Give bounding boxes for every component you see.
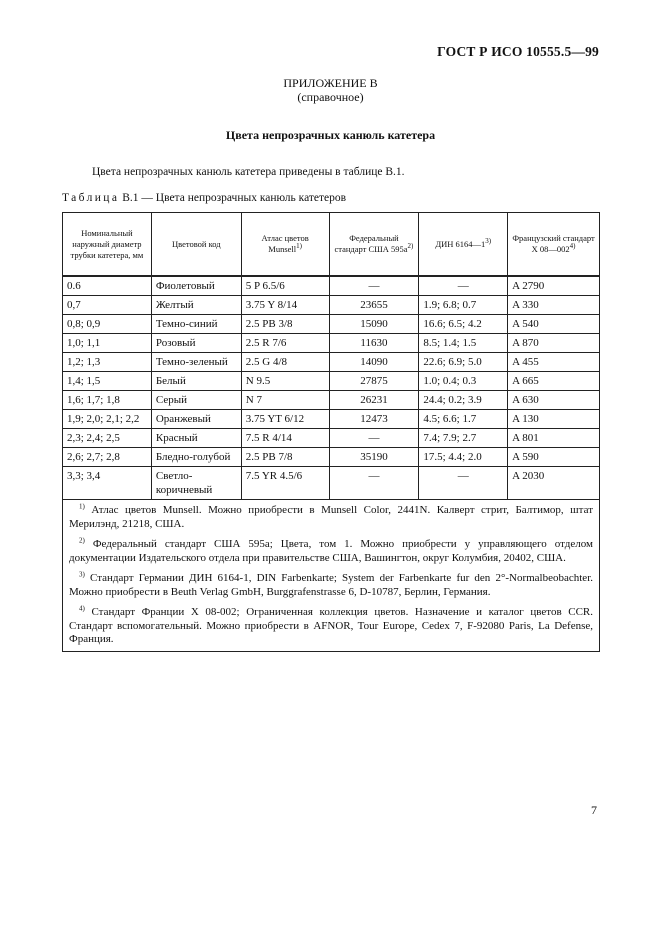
cell-atlas: 2.5 PB 7/8 (241, 448, 329, 467)
cell-atlas: 2.5 G 4/8 (241, 353, 329, 372)
table-row (63, 410, 600, 429)
cell-din: — (419, 467, 508, 500)
appendix-subtitle: (справочное) (297, 90, 364, 104)
cell-fr: A 455 (508, 353, 600, 372)
cell-color: Белый (151, 372, 241, 391)
cell-diameter: 1,9; 2,0; 2,1; 2,2 (63, 410, 152, 429)
cell-color: Темно-зеленый (151, 353, 241, 372)
section-title: Цвета непрозрачных канюль катетера (225, 128, 436, 142)
cell-atlas: 5 P 6.5/6 (241, 276, 329, 296)
cell-color: Фиолетовый (151, 276, 241, 296)
footnote-2: $^{2)}$ Федеральный стандарт США 595а; Цвета, том 1. Можно приобрести у управляющего отделом документации Издательского отдела при правительстве США, Вашингтон, округ Колумбия, 20402, США. (69, 536, 593, 564)
table-row (63, 353, 600, 372)
cell-color: Оранжевый (151, 410, 241, 429)
cell-diameter: 1,2; 1,3 (63, 353, 152, 372)
header-color-code: Цветовой код (151, 213, 241, 277)
table-row (63, 448, 600, 467)
cell-atlas: 7.5 YR 4.5/6 (241, 467, 329, 500)
header-fed-std: Федеральный стандарт США $595а^{2)}$ (329, 213, 419, 277)
appendix-title: ПРИЛОЖЕНИЕ В (283, 76, 378, 90)
cell-din: 1.0; 0.4; 0.3 (419, 372, 508, 391)
colors-table (62, 212, 600, 652)
cell-diameter: 1,4; 1,5 (63, 372, 152, 391)
cell-fed: 14090 (329, 353, 419, 372)
cell-diameter: 2,3; 2,4; 2,5 (63, 429, 152, 448)
cell-diameter: 0,7 (63, 296, 152, 315)
table-row (63, 315, 600, 334)
cell-fed: 23655 (329, 296, 419, 315)
table-row (63, 296, 600, 315)
cell-fr: A 801 (508, 429, 600, 448)
cell-color: Желтый (151, 296, 241, 315)
cell-din: 4.5; 6.6; 1.7 (419, 410, 508, 429)
cell-fed: 26231 (329, 391, 419, 410)
cell-din: 22.6; 6.9; 5.0 (419, 353, 508, 372)
table-row (63, 429, 600, 448)
standard-header: ГОСТ Р ИСО 10555.5—99 (437, 44, 599, 59)
page-number: 7 (591, 803, 597, 817)
cell-atlas: 2.5 R 7/6 (241, 334, 329, 353)
cell-fr: A 665 (508, 372, 600, 391)
cell-color: Светло-коричневый (151, 467, 241, 500)
cell-diameter: 2,6; 2,7; 2,8 (63, 448, 152, 467)
cell-fed: — (329, 467, 419, 500)
footnotes (63, 500, 600, 652)
cell-fr: A 130 (508, 410, 600, 429)
appendix-heading (0, 76, 661, 104)
cell-din: 17.5; 4.4; 2.0 (419, 448, 508, 467)
cell-fed: — (329, 429, 419, 448)
cell-color: Темно-синий (151, 315, 241, 334)
cell-diameter: 0.6 (63, 276, 152, 296)
cell-atlas: N 9.5 (241, 372, 329, 391)
cell-fr: A 630 (508, 391, 600, 410)
header-munsell: Атлас цветов Munsell$^{1)}$ (241, 213, 329, 277)
cell-din: 16.6; 6.5; 4.2 (419, 315, 508, 334)
footnote-4: $^{4)}$ Стандарт Франции X 08-002; Ограниченная коллекция цветов. Назначение и каталог цветов CCR. Стандарт вспомогательный. Можно приобрести в AFNOR, Tour Europe, Cedex 7, F-92080 Paris, La Defense, Франция. (69, 604, 594, 645)
cell-fr: A 330 (508, 296, 600, 315)
footnote-3: $^{3)}$ Стандарт Германии ДИН 6164-1, DIN Farbenkarte; System der Farbenkarte fur den 2°-Normalbeobachter. Можно приобрести в Beuth Verlag GmbH, Burggrafenstrasse 6, D-10787, Берлин, Германия. (69, 570, 593, 598)
table-row (63, 334, 600, 353)
table-header-row (63, 213, 600, 277)
cell-color: Серый (151, 391, 241, 410)
cell-fr: A 2790 (508, 276, 600, 296)
cell-atlas: 2.5 PB 3/8 (241, 315, 329, 334)
table-caption-text: В.1 — Цвета непрозрачных канюль катетеров (122, 192, 347, 204)
cell-fr: A 870 (508, 334, 600, 353)
cell-fr: A 2030 (508, 467, 600, 500)
cell-fed: 27875 (329, 372, 419, 391)
notes-row (63, 500, 600, 652)
cell-fed: — (329, 276, 419, 296)
intro-paragraph: Цвета непрозрачных канюль катетера приведены в таблице В.1. (92, 166, 405, 178)
cell-fed: 12473 (329, 410, 419, 429)
cell-fr: A 590 (508, 448, 600, 467)
cell-din: 7.4; 7.9; 2.7 (419, 429, 508, 448)
table-body (63, 276, 600, 500)
cell-diameter: 0,8; 0,9 (63, 315, 152, 334)
footnote-1: $^{1)}$ Атлас цветов Munsell. Можно приобрести в Munsell Color, 2441N. Калверт стрит, Балтимор, штат Мерилэнд, 21218, США. (69, 502, 593, 530)
table-row (63, 276, 600, 296)
cell-atlas: 3.75 YT 6/12 (241, 410, 329, 429)
table-caption-label: Таблица (62, 192, 120, 204)
cell-fed: 11630 (329, 334, 419, 353)
cell-atlas: 3.75 Y 8/14 (241, 296, 329, 315)
cell-diameter: 1,6; 1,7; 1,8 (63, 391, 152, 410)
cell-color: Бледно-голубой (151, 448, 241, 467)
cell-color: Красный (151, 429, 241, 448)
cell-fed: 35190 (329, 448, 419, 467)
header-diameter: Номинальный наружный диаметр трубки катетера, мм (63, 213, 152, 277)
table-row (63, 391, 600, 410)
cell-fed: 15090 (329, 315, 419, 334)
cell-din: — (419, 276, 508, 296)
cell-din: 8.5; 1.4; 1.5 (419, 334, 508, 353)
cell-din: 24.4; 0.2; 3.9 (419, 391, 508, 410)
table-row (63, 467, 600, 500)
table-row (63, 372, 600, 391)
table-caption (62, 192, 346, 204)
cell-din: 1.9; 6.8; 0.7 (419, 296, 508, 315)
header-din: ДИН 6164—1$^{3)}$ (419, 213, 508, 277)
cell-diameter: 1,0; 1,1 (63, 334, 152, 353)
cell-color: Розовый (151, 334, 241, 353)
header-french-std: Французский стандарт X 08—002$^{4)}$ (508, 213, 600, 277)
cell-atlas: 7.5 R 4/14 (241, 429, 329, 448)
cell-atlas: N 7 (241, 391, 329, 410)
cell-diameter: 3,3; 3,4 (63, 467, 152, 500)
cell-fr: A 540 (508, 315, 600, 334)
